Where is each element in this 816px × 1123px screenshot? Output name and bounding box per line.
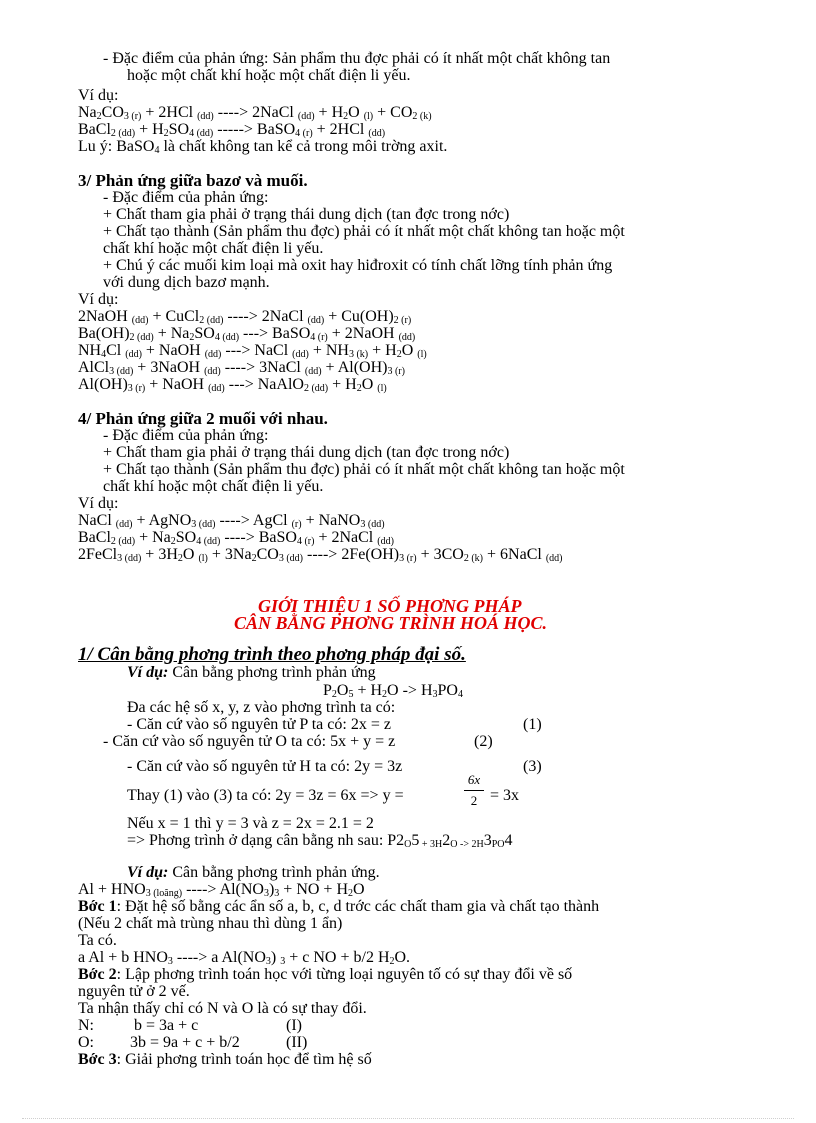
m2-step-2-line-2: nguyên tử ở 2 vế.: [78, 983, 190, 1000]
formula-text: + Cu(OH): [324, 308, 394, 325]
formula-text: P: [323, 682, 332, 699]
s2-feature-line-2: hoặc một chất khí hoặc một chất điện li yếu.: [127, 67, 411, 84]
s3-equation-3: [78, 342, 427, 359]
m1-line-1: Đa các hệ số x, y, z vào phơng trình ta có:: [127, 699, 396, 716]
formula-subscript: (r): [291, 519, 302, 530]
formula-subscript: 3: [265, 956, 271, 967]
m2-step-1: Bớc 1: Đặt hệ số bằng các ẩn số a, b, c, d trớc các chất tham gia và chất tạo thành: [78, 898, 600, 915]
formula-text: ----> Al(NO: [182, 881, 264, 898]
formula-subscript: 3: [167, 956, 173, 967]
m1-line-3: - Căn cứ vào số nguyên tử O ta có: 5x + y = z: [103, 733, 396, 750]
formula-text: 2: [396, 832, 405, 849]
fraction-bar: [464, 790, 484, 791]
formula-text: SO: [168, 121, 190, 138]
m1-line-5-result: = 3x: [490, 787, 520, 804]
s2-equation-2: [78, 121, 385, 138]
formula-subscript: (dd): [545, 553, 563, 564]
formula-text: ----> 2NaCl: [223, 308, 308, 325]
formula-subscript: PO: [491, 839, 505, 850]
m1-equation: [323, 682, 463, 699]
formula-text: + 2NaCl: [314, 529, 378, 546]
s3-heading: 3/ Phản ứng giữa bazơ và muối.: [78, 171, 308, 190]
method-1-heading: 1/ Cân bằng phơng trình theo phơng pháp đại số.: [78, 644, 466, 665]
formula-text: AlCl: [78, 359, 110, 376]
m2-n-equation: b = 3a + c: [134, 1017, 199, 1034]
formula-subscript: 5: [348, 689, 354, 700]
m2-step-1-line-2: (Nếu 2 chất mà trùng nhau thì dùng 1 ẩn): [78, 915, 343, 932]
s2-note: Lu ý: BaSO$_4$ là chất không tan kể cả trong môi trờng axit.: [78, 138, 448, 156]
s3-line-4: chất khí hoặc một chất điện li yếu.: [103, 240, 324, 257]
formula-subscript: 2: [251, 553, 257, 564]
fraction-denominator: 2: [470, 793, 478, 808]
formula-text: + NaOH: [145, 376, 209, 393]
formula-text: + 3NaOH: [133, 359, 205, 376]
formula-subscript: (dd): [125, 349, 142, 360]
m1-line-4: - Căn cứ vào số nguyên tử H ta có: 2y = 3z: [127, 758, 403, 775]
s2-feature-line: - Đặc điểm của phản ứng: Sản phẩm thu đợc phải có ít nhất một chất không tan: [103, 50, 611, 67]
formula-subscript: 4 (dd): [214, 332, 240, 343]
formula-subscript: (dd): [204, 366, 221, 377]
formula-text: + 2HCl: [312, 121, 369, 138]
m2-step-2: Bớc 2: Lập phơng trình toán học với từng loại nguyên tố có sự thay đổi về số: [78, 966, 573, 983]
formula-text: ---> NaAlO: [224, 376, 304, 393]
s3-equation-4: [78, 359, 405, 376]
formula-subscript: (dd): [398, 332, 416, 343]
formula-text: 4: [504, 832, 513, 849]
formula-text: + H: [353, 682, 383, 699]
formula-text: + 3Na: [207, 546, 252, 563]
formula-subscript: 3 (r): [123, 111, 142, 122]
m2-taco: Ta có.: [78, 932, 117, 949]
formula-text: O: [361, 376, 378, 393]
m2-example: Ví dụ: Cân bằng phơng trình phản ứng.: [127, 864, 380, 881]
formula-subscript: (dd): [368, 128, 386, 139]
formula-text: O: [348, 104, 364, 121]
m1-line-2-number: (1): [523, 716, 542, 733]
formula-text: + 3H: [141, 546, 178, 563]
page-footer-rule: [22, 1118, 794, 1119]
formula-text: + 6NaCl: [483, 546, 546, 563]
s3-line-5: + Chú ý các muối kim loại mà oxit hay hiđroxit có tính chất lỡng tính phản ứng: [103, 257, 613, 274]
formula-text: + NaOH: [141, 342, 205, 359]
m2-equation: [78, 881, 365, 898]
s4-equation-2: [78, 529, 394, 546]
formula-text: + Na: [153, 325, 190, 342]
formula-subscript: (l): [363, 111, 374, 122]
formula-subscript: + 3H: [419, 839, 443, 850]
formula-subscript: 2: [177, 553, 183, 564]
formula-text: Al(OH): [78, 376, 128, 393]
formula-text: ----> a Al(NO: [172, 949, 266, 966]
formula-subscript: 4 (r): [295, 128, 313, 139]
formula-subscript: 3 (r): [399, 553, 417, 564]
formula-text: 3: [483, 832, 492, 849]
m2-n-label: N:: [78, 1017, 94, 1034]
formula-subscript: (dd): [204, 349, 222, 360]
formula-text: + NO + H: [279, 881, 349, 898]
m1-line-6: Nếu x = 1 thì y = 3 và z = 2x = 2.1 = 2: [127, 815, 374, 832]
formula-subscript: 3: [274, 888, 280, 899]
formula-subscript: (dd): [115, 519, 133, 530]
formula-text: ----> 2Fe(OH): [302, 546, 400, 563]
formula-subscript: 2 (dd): [110, 128, 136, 139]
formula-subscript: 2: [343, 111, 349, 122]
s3-equation-2: [78, 325, 415, 342]
formula-subscript: 2: [163, 128, 169, 139]
formula-text: + H: [135, 121, 164, 138]
formula-text: CO: [101, 104, 124, 121]
formula-subscript: 2 (dd): [303, 383, 329, 394]
formula-subscript: (dd): [197, 111, 214, 122]
formula-subscript: 3: [280, 956, 286, 967]
m1-line-3-number: (2): [474, 733, 493, 750]
formula-text: Al + HNO: [78, 881, 146, 898]
formula-text: + H: [314, 104, 344, 121]
s3-equation-5: [78, 376, 387, 393]
formula-text: + NaNO: [301, 512, 361, 529]
formula-text: NH: [78, 342, 102, 359]
formula-text: + 3CO: [416, 546, 464, 563]
m2-observation: Ta nhận thấy chỉ có N và O là có sự thay đổi.: [78, 1000, 367, 1017]
formula-text: + CuCl: [148, 308, 200, 325]
formula-subscript: (dd): [377, 536, 394, 547]
m1-line-4-number: (3): [523, 758, 542, 775]
formula-subscript: (dd): [208, 383, 225, 394]
s4-line-4: chất khí hoặc một chất điện li yếu.: [103, 478, 324, 495]
formula-subscript: 3 (r): [127, 383, 146, 394]
formula-subscript: 2: [396, 349, 402, 360]
formula-subscript: 4 (r): [296, 536, 315, 547]
formula-text: ----> 2NaCl: [213, 104, 298, 121]
formula-text: NaCl: [78, 512, 116, 529]
s2-example-label: Ví dụ:: [78, 87, 119, 104]
formula-text: + 2HCl: [141, 104, 198, 121]
formula-text: + c NO + b/2 H: [285, 949, 390, 966]
formula-text: + CO: [373, 104, 413, 121]
formula-text: -----> BaSO: [213, 121, 296, 138]
formula-text: ): [270, 949, 281, 966]
s3-example-label: Ví dụ:: [78, 291, 119, 308]
formula-text: BaCl: [78, 121, 111, 138]
s4-equation-3: [78, 546, 562, 563]
formula-subscript: 3 (dd): [360, 519, 385, 530]
s2-equation-1: [78, 104, 432, 121]
m1-line-5: Thay (1) vào (3) ta có: 2y = 3z = 6x => y =: [127, 787, 404, 804]
formula-subscript: 3: [432, 689, 438, 700]
s4-line-2: + Chất tham gia phải ở trạng thái dung dịch (tan đợc trong nớc): [103, 444, 510, 461]
formula-subscript: 4 (dd): [189, 128, 214, 139]
formula-subscript: 2 (dd): [199, 315, 224, 326]
formula-text: ---> BaSO: [239, 325, 311, 342]
formula-text: + H: [368, 342, 397, 359]
s3-line-1: - Đặc điểm của phản ứng:: [103, 189, 269, 206]
formula-subscript: (l): [377, 383, 387, 394]
formula-subscript: (dd): [292, 349, 309, 360]
formula-text: 2FeCl: [78, 546, 118, 563]
formula-text: Cl: [106, 342, 126, 359]
formula-text: SO: [175, 529, 197, 546]
formula-subscript: 3 (r): [387, 366, 405, 377]
formula-text: Ba(OH): [78, 325, 130, 342]
formula-subscript: 2 (dd): [110, 536, 136, 547]
formula-text: O.: [394, 949, 411, 966]
s3-line-2: + Chất tham gia phải ở trạng thái dung dịch (tan đợc trong nớc): [103, 206, 510, 223]
formula-subscript: 2: [389, 956, 395, 967]
method-title-line-2: CÂN BẰNG PHƠNG TRÌNH HOÁ HỌC.: [234, 613, 548, 633]
formula-subscript: (dd): [304, 366, 322, 377]
formula-text: 5: [411, 832, 420, 849]
formula-subscript: 4 (dd): [196, 536, 221, 547]
formula-text: ----> BaSO: [220, 529, 297, 546]
formula-text: ----> 3NaCl: [220, 359, 305, 376]
m1-line-2: - Căn cứ vào số nguyên tử P ta có: 2x = z: [127, 716, 391, 733]
formula-text: CO: [256, 546, 279, 563]
formula-text: BaCl: [78, 529, 111, 546]
formula-subscript: 3 (dd): [278, 553, 303, 564]
formula-subscript: 2: [170, 536, 176, 547]
formula-subscript: 4 (r): [310, 332, 328, 343]
s3-line-3: + Chất tạo thành (Sản phẩm thu đợc) phải có ít nhất một chất không tan hoặc một: [103, 223, 625, 240]
formula-text: O: [353, 881, 365, 898]
s4-line-1: - Đặc điểm của phản ứng:: [103, 427, 269, 444]
formula-subscript: 2: [348, 888, 354, 899]
formula-subscript: 2: [96, 111, 102, 122]
m2-o-equation: 3b = 9a + c + b/2: [130, 1034, 240, 1051]
m2-o-number: (II): [286, 1034, 308, 1051]
formula-subscript: 3 (dd): [117, 553, 142, 564]
formula-text: O: [401, 342, 418, 359]
s3-equation-1: [78, 308, 411, 325]
formula-text: O: [336, 682, 349, 699]
m1-example: Ví dụ: Cân bằng phơng trình phản ứng: [127, 664, 376, 681]
formula-subscript: 2 (r): [393, 315, 412, 326]
formula-text: O -> H: [387, 682, 433, 699]
formula-text: + Na: [135, 529, 171, 546]
formula-text: ----> AgCl: [215, 512, 292, 529]
formula-subscript: (l): [198, 553, 208, 564]
formula-subscript: 2 (k): [463, 553, 484, 564]
formula-text: ---> NaCl: [221, 342, 293, 359]
s4-heading: 4/ Phản ứng giữa 2 muối với nhau.: [78, 409, 328, 428]
s4-example-label: Ví dụ:: [78, 495, 119, 512]
formula-subscript: 3: [263, 888, 269, 899]
formula-subscript: (dd): [131, 315, 149, 326]
formula-text: ): [268, 881, 275, 898]
m2-o-label: O:: [78, 1034, 94, 1051]
formula-subscript: 3 (dd): [109, 366, 134, 377]
formula-text: Na: [78, 104, 97, 121]
formula-subscript: (dd): [307, 315, 325, 326]
s4-equation-1: [78, 512, 385, 529]
formula-subscript: 3 (loãng): [145, 888, 183, 899]
m2-n-number: (I): [286, 1017, 302, 1034]
formula-subscript: (l): [417, 349, 427, 360]
method-title-line-1: GIỚI THIỆU 1 SỐ PHƠNG PHÁP: [258, 596, 522, 616]
formula-subscript: 2 (k): [412, 111, 432, 122]
m2-equation-2: [78, 949, 410, 966]
formula-subscript: 4: [457, 689, 463, 700]
formula-subscript: O: [404, 839, 412, 850]
m2-step-3: Bớc 3: Giải phơng trình toán học để tìm hệ số: [78, 1051, 372, 1068]
s3-line-6: với dung dịch bazơ mạnh.: [103, 274, 270, 291]
formula-subscript: 2 (dd): [129, 332, 154, 343]
formula-subscript: 2: [356, 383, 362, 394]
formula-text: O: [182, 546, 199, 563]
formula-subscript: (dd): [297, 111, 315, 122]
formula-text: a Al + b HNO: [78, 949, 168, 966]
formula-text: + H: [328, 376, 357, 393]
formula-text: 2NaOH: [78, 308, 132, 325]
formula-subscript: 2: [189, 332, 195, 343]
formula-subscript: O -> 2H: [450, 839, 484, 850]
formula-text: SO: [194, 325, 215, 342]
formula-text: + 2NaOH: [327, 325, 399, 342]
formula-subscript: 2: [331, 689, 337, 700]
formula-text: + AgNO: [132, 512, 192, 529]
formula-subscript: 2: [382, 689, 388, 700]
formula-text: 2: [442, 832, 451, 849]
formula-text: + NH: [308, 342, 349, 359]
s4-line-3: + Chất tạo thành (Sản phẩm thu đợc) phải có ít nhất một chất không tan hoặc một: [103, 461, 625, 478]
formula-subscript: 4: [101, 349, 107, 360]
m1-line-7: => Phơng trình ở dạng cân bằng nh sau: $P2_O5$ $_{+ 3H}2_{O -> 2H}3_{PO}4$: [127, 832, 513, 850]
formula-subscript: 3 (dd): [191, 519, 216, 530]
fraction-numerator: 6x: [467, 772, 481, 787]
formula-text: PO: [437, 682, 458, 699]
formula-text: + Al(OH): [321, 359, 388, 376]
formula-subscript: 3 (k): [348, 349, 369, 360]
